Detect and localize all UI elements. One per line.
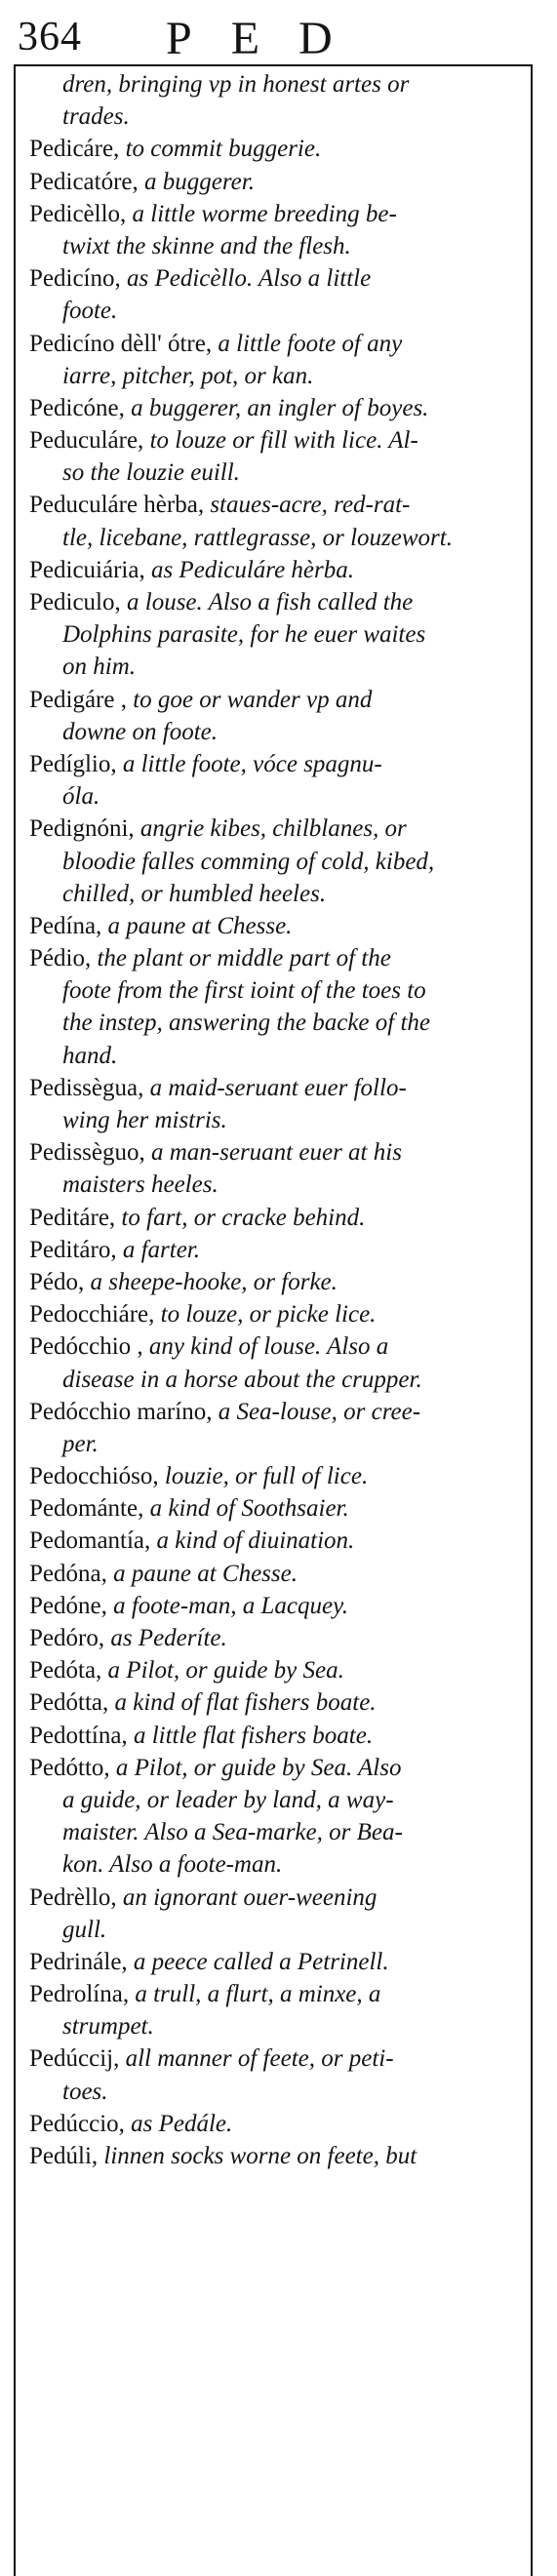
headword: Pedúli, xyxy=(29,2143,99,2169)
entry-line xyxy=(29,424,525,456)
entry-line xyxy=(29,2140,525,2172)
entry-line xyxy=(29,748,525,780)
headword: Pedissèguo, xyxy=(29,1139,145,1167)
headword: Pedománte, xyxy=(29,1495,144,1523)
entry-continuation-line xyxy=(29,68,525,100)
definition: disease in a horse about the crupper. xyxy=(62,1366,422,1393)
definition: a buggerer, an ingler of boyes. xyxy=(124,394,429,421)
entry-line xyxy=(29,1752,525,1784)
definition: linnen socks worne on feete, but xyxy=(98,2143,418,2169)
entry-line xyxy=(29,684,525,716)
headword: Pedocchióso, xyxy=(29,1463,159,1490)
definition: to louze, or picke lice. xyxy=(154,1301,377,1328)
column-rule-left xyxy=(14,64,16,2576)
definition: kon. Also a foote-man. xyxy=(62,1851,283,1879)
entry-continuation-line xyxy=(29,456,525,489)
definition: maisters heeles. xyxy=(62,1171,219,1199)
definition: a man-seruant euer at his xyxy=(144,1139,402,1167)
definition: dren, bringing vp in honest artes or xyxy=(62,71,410,98)
headword: Pedíglio, xyxy=(29,750,117,777)
definition: tle, licebane, rattlegrasse, or louzewort. xyxy=(62,524,453,551)
running-head: PED xyxy=(166,13,372,64)
entry-continuation-line xyxy=(29,360,525,392)
entry-line xyxy=(29,1558,525,1590)
definition: a trull, a flurt, a minxe, a xyxy=(129,1981,381,2008)
headword: Pedóta, xyxy=(29,1657,102,1684)
definition: as Pederíte. xyxy=(104,1625,227,1651)
definition: a sheepe-hooke, or forke. xyxy=(84,1268,338,1295)
headword: Pedigáre , xyxy=(29,686,127,713)
entry-line xyxy=(29,910,525,942)
entry-continuation-line xyxy=(29,2010,525,2042)
definition: foote. xyxy=(62,297,118,325)
headword: Pedócchio maríno, xyxy=(29,1398,213,1425)
definition: downe on foote. xyxy=(62,718,219,745)
definition: a Pilot, or guide by Sea. xyxy=(101,1657,344,1684)
headword: Pedicèllo, xyxy=(29,200,127,227)
headword: Pedúccio, xyxy=(29,2110,125,2137)
headword: Pedrèllo, xyxy=(29,1883,117,1911)
definition: a Sea-louse, or cree- xyxy=(212,1398,421,1425)
entry-continuation-line xyxy=(29,618,525,651)
headword: Pédo, xyxy=(29,1268,85,1295)
entry-continuation-line xyxy=(29,1007,525,1039)
entry-line xyxy=(29,1654,525,1686)
headword: Pedicáre, xyxy=(29,136,120,163)
entry-line xyxy=(29,942,525,974)
entry-line xyxy=(29,1720,525,1752)
definition: hand. xyxy=(62,1042,118,1069)
definition: to louze or fill with lice. Al- xyxy=(143,427,418,455)
definition: a peece called a Petrinell. xyxy=(127,1948,389,1975)
headword: Peditáro, xyxy=(29,1236,117,1263)
definition: louzie, or full of lice. xyxy=(158,1463,369,1490)
headword: Pedócchio , xyxy=(29,1333,143,1361)
entry-line xyxy=(29,1234,525,1266)
page-header xyxy=(0,0,557,62)
definition: a kind of flat fishers boate. xyxy=(108,1689,377,1717)
headword: Pedomantía, xyxy=(29,1527,151,1555)
definition: the plant or middle part of the xyxy=(91,945,391,972)
entry-line xyxy=(29,1396,525,1428)
headword: Peditáre, xyxy=(29,1204,116,1231)
definition: a foote-man, a Lacquey. xyxy=(106,1592,349,1619)
headword: Pedissègua, xyxy=(29,1074,144,1101)
entry-continuation-line xyxy=(29,1848,525,1881)
headword: Pédio, xyxy=(29,945,92,972)
entry-continuation-line xyxy=(29,100,525,133)
entry-line xyxy=(29,1492,525,1525)
definition: as Pedicèllo. Also a little xyxy=(120,265,372,293)
entry-line xyxy=(29,1202,525,1234)
entry-continuation-line xyxy=(29,1169,525,1201)
entry-line xyxy=(29,166,525,198)
entry-line xyxy=(29,1978,525,2010)
headword: Pedótta, xyxy=(29,1689,109,1717)
definition: a little worme breeding be- xyxy=(126,200,397,227)
headword: Pedóna, xyxy=(29,1560,107,1587)
headword: Pedótto, xyxy=(29,1754,110,1781)
headword: Pedottína, xyxy=(29,1722,128,1749)
definition: a little foote of any xyxy=(212,330,403,357)
definition: as Pedále. xyxy=(124,2110,233,2137)
definition: toes. xyxy=(62,2078,108,2105)
definition: a Pilot, or guide by Sea. Also xyxy=(109,1754,402,1781)
definition: angrie kibes, chilblanes, or xyxy=(134,815,407,843)
headword: Pedignóni, xyxy=(29,815,135,843)
headword: Pediculo, xyxy=(29,589,121,615)
headword: Pedrinále, xyxy=(29,1948,128,1975)
definition: to fart, or cracke behind. xyxy=(115,1204,366,1231)
entry-line xyxy=(29,812,525,845)
definition: as Pediculáre hèrba. xyxy=(144,556,355,583)
definition: on him. xyxy=(62,654,136,681)
entry-continuation-line xyxy=(29,522,525,554)
entry-continuation-line xyxy=(29,1364,525,1396)
entry-continuation-line xyxy=(29,878,525,910)
headword: Pedrolína, xyxy=(29,1981,130,2008)
definition: a paune at Chesse. xyxy=(106,1560,298,1587)
headword: Pedicíno dèll' ótre, xyxy=(29,330,213,357)
definition: gull. xyxy=(62,1916,107,1943)
entry-line xyxy=(29,1072,525,1104)
headword: Pedicatóre, xyxy=(29,168,139,195)
entry-line xyxy=(29,262,525,295)
entry-continuation-line xyxy=(29,295,525,327)
entry-line xyxy=(29,328,525,360)
page-number: 364 xyxy=(18,15,82,59)
entry-line xyxy=(29,1525,525,1557)
definition: a guide, or leader by land, a way- xyxy=(62,1786,394,1813)
headword: Pedína, xyxy=(29,912,102,939)
entry-continuation-line xyxy=(29,1040,525,1072)
entry-line xyxy=(29,2042,525,2075)
entry-continuation-line xyxy=(29,974,525,1007)
headword: Peduculáre hèrba, xyxy=(29,492,205,519)
header-rule xyxy=(14,64,531,66)
definition: trades. xyxy=(62,103,130,131)
entry-continuation-line xyxy=(29,651,525,683)
entry-line xyxy=(29,198,525,230)
entry-continuation-line xyxy=(29,2076,525,2108)
entry-line xyxy=(29,1136,525,1169)
entry-line xyxy=(29,1460,525,1492)
headword: Pedicóne, xyxy=(29,394,125,421)
headword: Pedóro, xyxy=(29,1625,105,1651)
entry-continuation-line xyxy=(29,1784,525,1816)
definition: a louse. Also a fish called the xyxy=(120,589,414,615)
entry-continuation-line xyxy=(29,780,525,812)
entry-line xyxy=(29,1330,525,1363)
definition: a little foote, vóce spagnu- xyxy=(116,750,382,777)
entry-column xyxy=(29,68,525,2172)
headword: Pedóne, xyxy=(29,1592,107,1619)
entry-line xyxy=(29,2108,525,2140)
entry-line xyxy=(29,1882,525,1914)
definition: óla. xyxy=(62,783,100,811)
entry-line xyxy=(29,586,525,618)
entry-line xyxy=(29,392,525,424)
definition: a buggerer. xyxy=(138,168,255,195)
definition: a kind of Soothsaier. xyxy=(143,1495,349,1523)
headword: Pedicuiária, xyxy=(29,556,145,583)
headword: Pedicíno, xyxy=(29,265,121,293)
entry-continuation-line xyxy=(29,1104,525,1136)
entry-line xyxy=(29,1686,525,1719)
entry-line xyxy=(29,489,525,521)
definition: foote from the first ioint of the toes to xyxy=(62,977,426,1005)
definition: a maid-seruant euer follo- xyxy=(143,1074,407,1101)
definition: to commit buggerie. xyxy=(119,136,322,163)
entry-line xyxy=(29,133,525,165)
definition: all manner of feete, or peti- xyxy=(119,2045,394,2073)
definition: maister. Also a Sea-marke, or Bea- xyxy=(62,1819,403,1846)
entry-line xyxy=(29,1266,525,1298)
definition: staues-acre, red-rat- xyxy=(204,492,411,519)
definition: the instep, answering the backe of the xyxy=(62,1010,431,1037)
definition: bloodie falles comming of cold, kibed, xyxy=(62,848,435,875)
definition: per. xyxy=(62,1430,99,1457)
entry-continuation-line xyxy=(29,1428,525,1460)
entry-line xyxy=(29,1622,525,1654)
entry-line xyxy=(29,1946,525,1978)
definition: a farter. xyxy=(116,1236,201,1263)
entry-continuation-line xyxy=(29,230,525,262)
entry-continuation-line xyxy=(29,846,525,878)
definition: a paune at Chesse. xyxy=(101,912,293,939)
entry-line xyxy=(29,554,525,586)
definition: so the louzie euill. xyxy=(62,459,240,487)
definition: twixt the skinne and the flesh. xyxy=(62,232,351,259)
definition: wing her mistris. xyxy=(62,1107,227,1133)
definition: chilled, or humbled heeles. xyxy=(62,880,327,907)
definition: Dolphins parasite, for he euer waites xyxy=(62,621,426,649)
entry-continuation-line xyxy=(29,1816,525,1848)
headword: Peduculáre, xyxy=(29,427,144,455)
definition: iarre, pitcher, pot, or kan. xyxy=(62,362,314,389)
definition: a little flat fishers boate. xyxy=(127,1722,374,1749)
definition: to goe or wander vp and xyxy=(126,686,373,713)
definition: any kind of louse. Also a xyxy=(142,1333,389,1361)
entry-line xyxy=(29,1590,525,1622)
entry-continuation-line xyxy=(29,716,525,748)
definition: a kind of diuination. xyxy=(150,1527,355,1555)
definition: strumpet. xyxy=(62,2013,154,2041)
column-rule-right xyxy=(531,64,533,2576)
entry-continuation-line xyxy=(29,1914,525,1946)
definition: an ignorant ouer-weening xyxy=(116,1883,378,1911)
headword: Pedúccij, xyxy=(29,2045,120,2073)
headword: Pedocchiáre, xyxy=(29,1301,155,1328)
entry-line xyxy=(29,1298,525,1330)
